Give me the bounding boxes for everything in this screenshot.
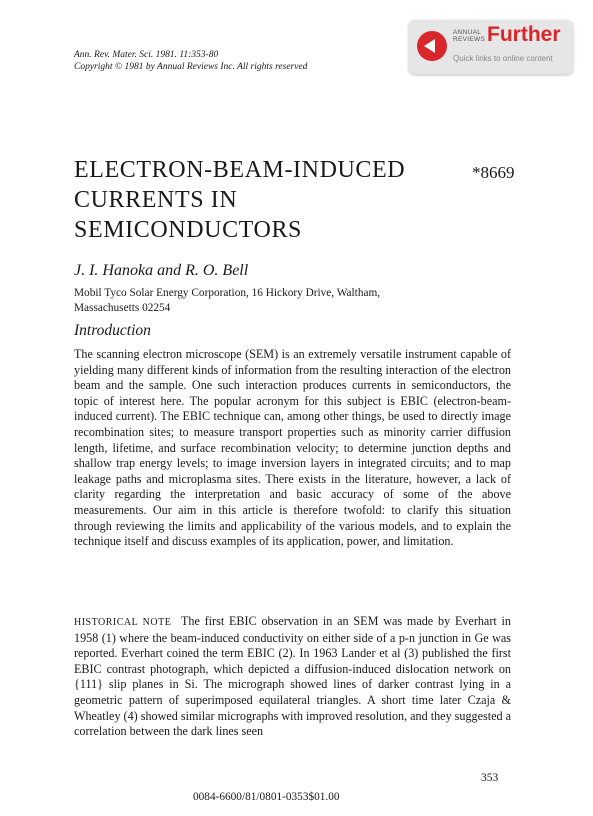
copyright-code: 0084-6600/81/0801-0353$01.00: [193, 791, 340, 803]
authors: J. I. Hanoka and R. O. Bell: [74, 262, 249, 279]
badge-further-word: Further: [487, 23, 561, 46]
intro-paragraph: The scanning electron microscope (SEM) is an extremely versatile instrument capable of yielding many different kinds of information from the resulting interaction of the electron beam and the sample. One such interaction produces currents in semiconductors, the topic of interest here. The popular acronym for this subject is EBIC (electron-beam-induced current). The EBIC technique can, among other things, be used to directly image recombination sites; to measure transport properties such as minority carrier diffusion length, lifetime, and surface recombination velocity; to determine junction depths and shallow trap energy levels; to image inversion layers in integrated circuits; and to map leakage paths and microplasma sites. There exists in the literature, however, a lack of clarity regarding the interpretation and basic accuracy of some of the above measurements. Our aim in this article is therefore twofold: to clarify this situation through reviewing the limits and applicability of the various models, and to explain the technique itself and discuss examples of its application, power, and limitation.: [74, 347, 511, 549]
page-number: 353: [481, 772, 499, 784]
affiliation-line: Massachusetts 02254: [74, 301, 171, 314]
journal-citation: Ann. Rev. Mater. Sci. 1981. 11:353-80: [74, 50, 219, 60]
section-heading: Introduction: [74, 322, 151, 339]
badge-subtitle: Quick links to online content: [453, 54, 553, 63]
journal-copyright: Copyright © 1981 by Annual Reviews Inc. All rights reserved: [74, 62, 308, 72]
article-code: *8669: [472, 163, 515, 182]
article-title: [74, 155, 444, 245]
historical-note-text: The first EBIC observation in an SEM was made by Everhart in 1958 (1) where the beam-induced conductivity on either side of a p-n junction in Ge was reported. Everhart coined the term EBIC (2). In 1963 Lander et al (3) published the first EBIC contrast photograph, which depicted a diffusion-induced dislocation network on {111} slip planes in Si. The micrograph showed lines of darker contrast lying in a geometric pattern of superimposed equilateral triangles. A short time later Czaja & Wheatley (4) showed similar micrographs with improved resolution, and they suggested a correlation between the dark lines seen: [74, 614, 511, 739]
journal-header: [74, 49, 307, 73]
play-back-icon: [417, 31, 447, 61]
badge-publisher: [453, 29, 485, 43]
badge-line1: ANNUAL: [453, 29, 482, 36]
title-line: ELECTRON-BEAM-INDUCED: [74, 157, 406, 183]
affiliation-line: Mobil Tyco Solar Energy Corporation, 16 Hickory Drive, Waltham,: [74, 287, 381, 299]
title-line: SEMICONDUCTORS: [74, 217, 302, 243]
historical-note-paragraph: [74, 614, 511, 740]
historical-note-label: HISTORICAL NOTE: [74, 617, 172, 628]
title-line: CURRENTS IN: [74, 187, 238, 213]
annual-reviews-further-badge[interactable]: [409, 20, 573, 74]
affiliation: [74, 286, 454, 315]
badge-line2: REVIEWS: [453, 36, 486, 43]
